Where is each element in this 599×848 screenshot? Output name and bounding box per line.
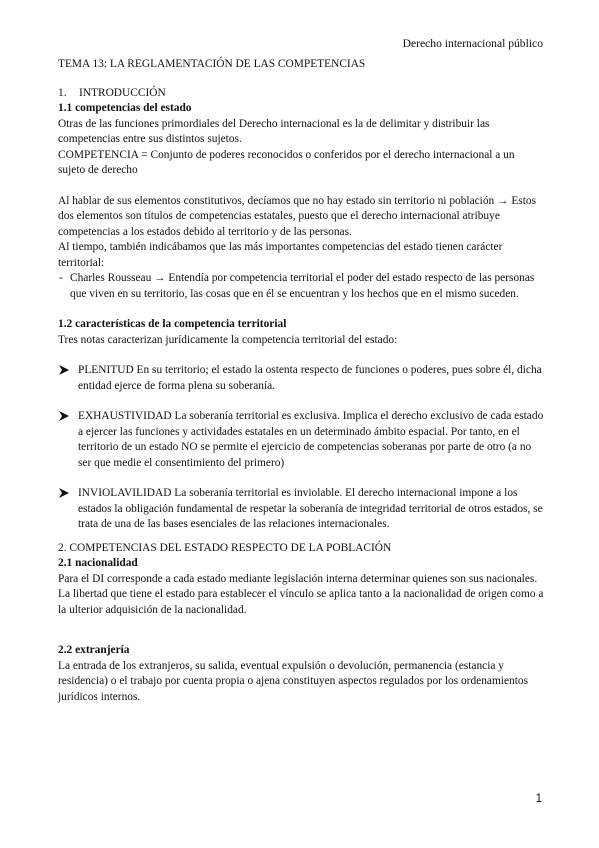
list-item — [58, 271, 544, 302]
page-content — [58, 57, 544, 705]
page-number: 1 — [535, 793, 542, 805]
arrow-bullet-icon — [58, 364, 70, 376]
paragraph: Tres notas caracterizan jurídicamente la competencia territorial del estado: — [58, 333, 398, 346]
list-item — [58, 486, 544, 533]
arrow-bullet-icon — [58, 487, 70, 499]
list-item — [58, 363, 544, 394]
section-2-heading: 2. COMPETENCIAS DEL ESTADO RESPECTO DE LA POBLACIÓN — [58, 541, 392, 554]
paragraph: Para el DI corresponde a cada estado mediante legislación interna determinar quienes son sus nacionales. La libertad que tiene el estado para establecer el vínculo se aplica tanto a la nacionalidad de origen como a la ulterior adquisición de la nacionalidad. — [58, 572, 544, 616]
subsection-1-2-heading: 1.2 características de la competencia territorial — [58, 318, 287, 330]
arrow-bullet-icon — [58, 410, 70, 422]
list-item — [58, 409, 544, 471]
dash-bullet-icon: - — [59, 272, 63, 284]
paragraph: Otras de las funciones primordiales del Derecho internacional es la de delimitar y distribuir las competencias entre sus distintos sujetos. — [58, 117, 490, 145]
list-item-text: INVIOLAVILIDAD La soberanía territorial es inviolable. El derecho internacional impone a los estados la obligación fundamental de respetar la soberanía de integridad territorial de otros estados, se trata de una de las bases esenciales de las relaciones internacionales. — [78, 487, 543, 530]
subsection-2-2-heading: 2.2 extranjería — [58, 644, 130, 656]
document-title: TEMA 13: LA REGLAMENTACIÓN DE LAS COMPETENCIAS — [58, 58, 366, 70]
section-1-title: INTRODUCCIÓN — [79, 86, 166, 99]
paragraph: COMPETENCIA = Conjunto de poderes reconocidos o conferidos por el derecho internacional a un sujeto de derecho — [58, 148, 515, 176]
subsection-2-1-heading: 2.1 nacionalidad — [58, 557, 138, 569]
subsection-1-1-heading: 1.1 competencias del estado — [58, 102, 192, 114]
paragraph: La entrada de los extranjeros, su salida, eventual expulsión o devolución, permanencia (estancia y residencia) o el trabajo por cuenta propia o ajena constituyen aspectos regulados por los ordenamientos jurídicos internos. — [58, 659, 529, 703]
paragraph: Al hablar de sus elementos constitutivos, decíamos que no hay estado sin territorio ni población → Estos dos elementos son títulos de competencias estatales, puesto que el derecho internacional atribuye competencias a los estados debido al territorio y de las personas. — [58, 194, 537, 238]
list-item-text: Charles Rousseau → Entendía por competencia territorial el poder del estado respecto de las personas que viven en su territorio, las cosas que en él se encuentran y los hechos que en el mismo suceden. — [70, 272, 535, 300]
paragraph: Al tiempo, también indicábamos que las más importantes competencias del estado tienen carácter territorial: — [58, 241, 503, 269]
section-1-number: 1. — [58, 86, 67, 99]
list-item-text: EXHAUSTIVIDAD La soberanía territorial es exclusiva. Implica el derecho exclusivo de cada estado a ejercer las funciones y actividades estatales en un determinado ámbito espacial. Por tanto, en el territorio de un estado NO se permite el ejercicio de competencias soberanas por parte de otro (a no ser que medie el consentimiento del primero) — [78, 410, 544, 469]
section-1-heading — [58, 86, 544, 102]
running-header: Derecho internacional público — [402, 37, 543, 50]
list-item-text: PLENITUD En su territorio; el estado la ostenta respecto de funciones o poderes, pues sobre él, dicha entidad ejerce de forma plena su soberanía. — [78, 364, 542, 392]
